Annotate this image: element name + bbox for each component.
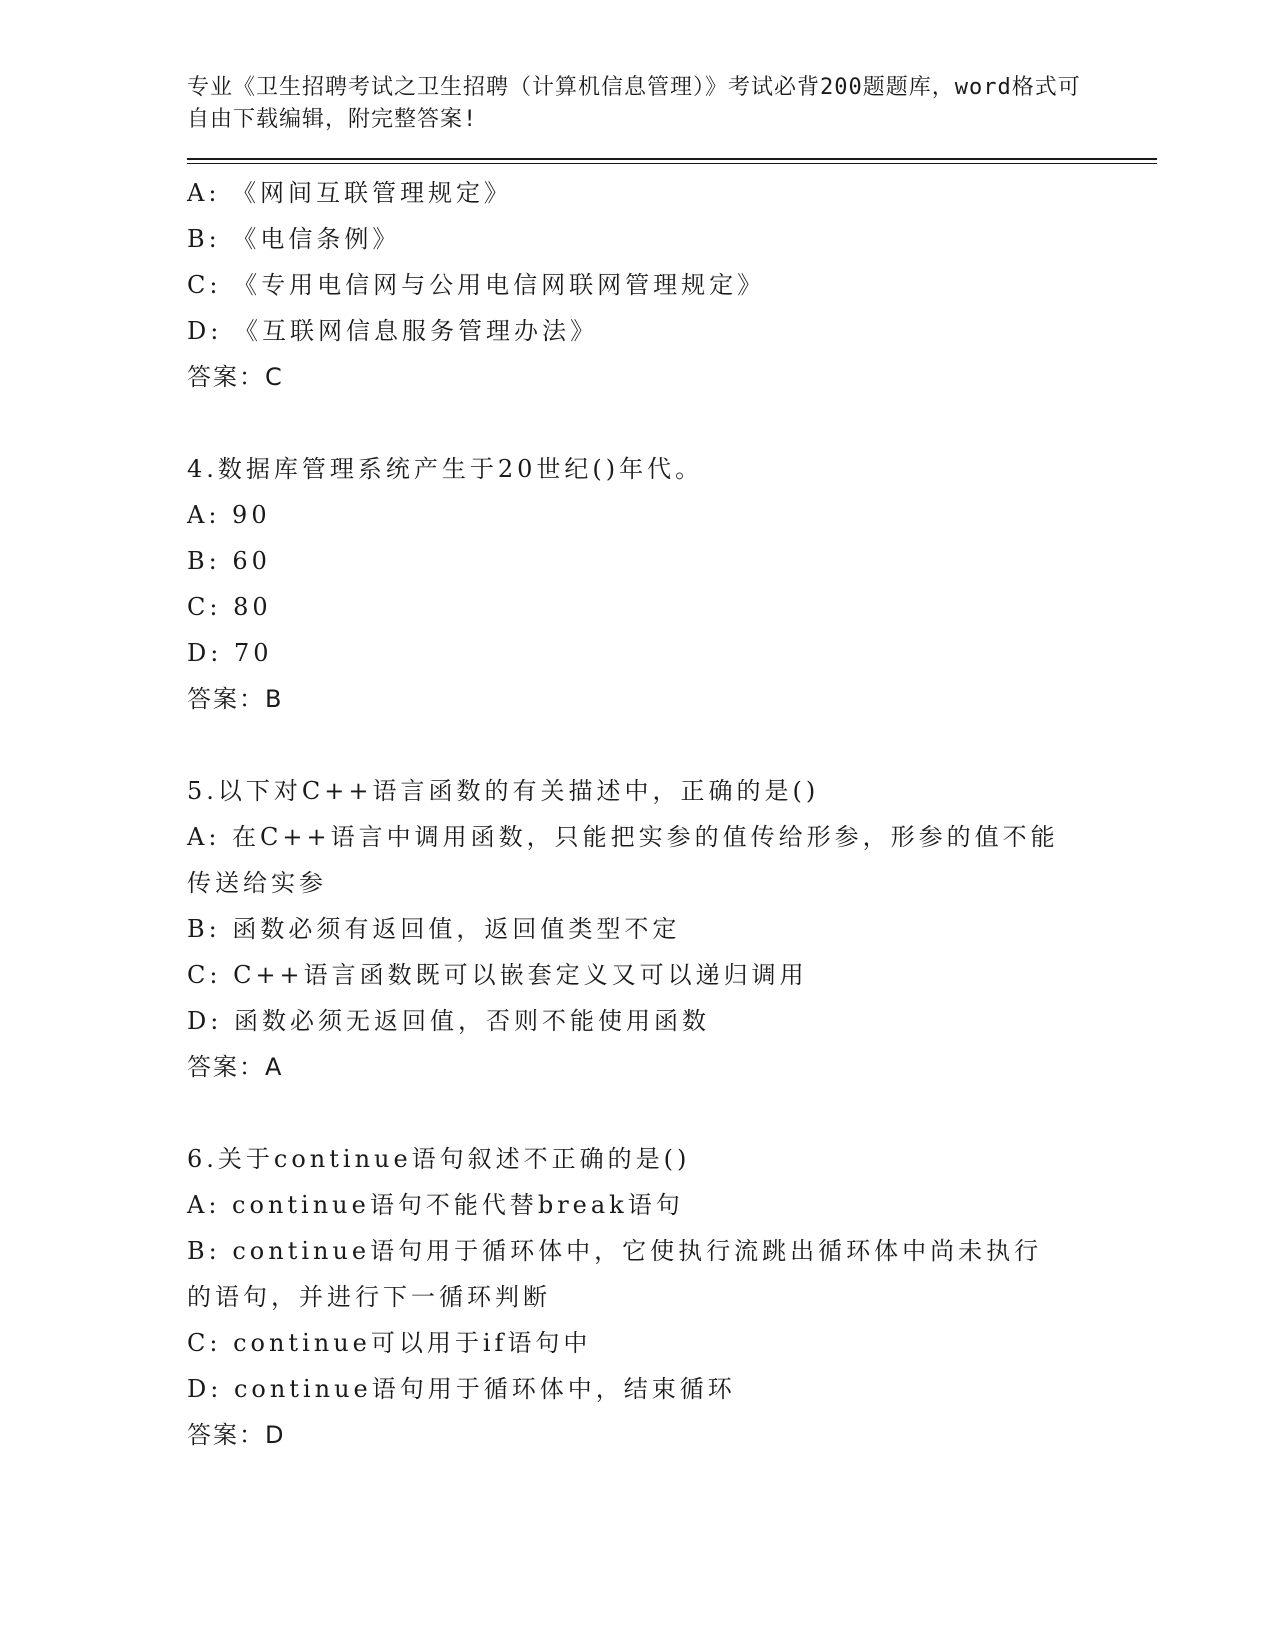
- answer-line: 答案：A: [187, 1053, 284, 1081]
- option-b: B: 《电信条例》: [187, 225, 401, 253]
- option-b: B: 函数必须有返回值，返回值类型不定: [187, 915, 681, 943]
- question-stem: 5.以下对C++语言函数的有关描述中，正确的是(): [187, 777, 820, 805]
- option-d: D: 函数必须无返回值，否则不能使用函数: [187, 1007, 710, 1035]
- option-d: D: 《互联网信息服务管理办法》: [187, 317, 598, 345]
- answer-line: 答案：D: [187, 1421, 286, 1449]
- document-page: [187, 72, 1157, 1458]
- answer-line: 答案：C: [187, 363, 284, 391]
- document-header: 专业《卫生招聘考试之卫生招聘（计算机信息管理）》考试必背200题题库，word格式可自由下载编辑，附完整答案!: [187, 75, 1081, 132]
- question-stem: 6.关于continue语句叙述不正确的是(): [187, 1145, 691, 1173]
- header-divider: [187, 158, 1157, 164]
- option-c: C: continue可以用于if语句中: [187, 1329, 592, 1357]
- option-a: A: 《网间互联管理规定》: [187, 179, 513, 207]
- question-list: [187, 170, 1157, 1458]
- option-d: D: continue语句用于循环体中，结束循环: [187, 1375, 736, 1403]
- option-a: A: 在C++语言中调用函数，只能把实参的值传给形参，形参的值不能传送给实参: [187, 823, 1059, 897]
- option-c: C: 80: [187, 593, 272, 621]
- option-b: B: 60: [187, 547, 271, 575]
- question-block: [187, 446, 1157, 722]
- question-stem: 4.数据库管理系统产生于20世纪()年代。: [187, 455, 704, 483]
- answer-line: 答案：B: [187, 685, 284, 713]
- option-c: C: 《专用电信网与公用电信网联网管理规定》: [187, 271, 766, 299]
- option-a: A: continue语句不能代替break语句: [187, 1191, 684, 1219]
- question-block: [187, 170, 1157, 400]
- option-c: C: C++语言函数既可以嵌套定义又可以递归调用: [187, 961, 808, 989]
- question-block: [187, 768, 1157, 1090]
- question-block: [187, 1136, 1157, 1458]
- option-d: D: 70: [187, 639, 273, 667]
- option-a: A: 90: [187, 501, 271, 529]
- option-b: B: continue语句用于循环体中，它使执行流跳出循环体中尚未执行的语句，并进行下一循环判断: [187, 1237, 1043, 1311]
